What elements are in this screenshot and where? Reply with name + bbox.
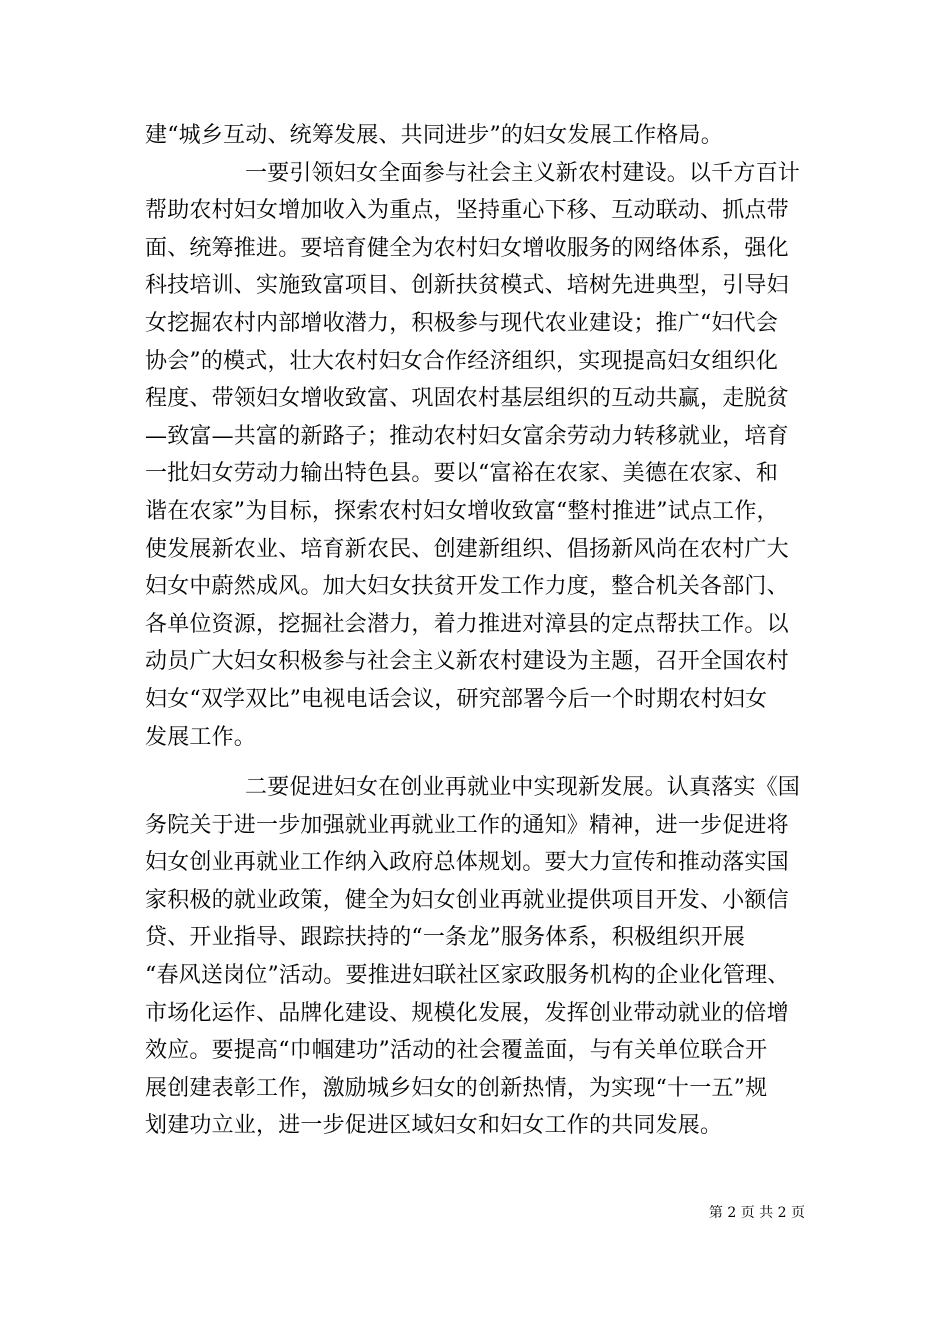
- text-line: 展创建表彰工作，激励城乡妇女的创新热情，为实现“十一五”规: [145, 1075, 768, 1101]
- text-line: 妇女创业再就业工作纳入政府总体规划。要大力宣传和推动落实国: [145, 850, 789, 876]
- text-line: 一批妇女劳动力输出特色县。要以“富裕在农家、美德在农家、和: [145, 461, 779, 487]
- page-number-footer: 第 2 页 共 2 页: [708, 1205, 805, 1221]
- text-line: 各单位资源，挖掘社会潜力，着力推进对漳县的定点帮扶工作。以: [145, 611, 789, 637]
- text-line: 务院关于进一步加强就业再就业工作的通知》精神，进一步促进将: [145, 812, 789, 838]
- paragraph-first-line: 一要引领妇女全面参与社会主义新农村建设。以千方百计: [245, 160, 801, 186]
- text-line: 贷、开业指导、跟踪扶持的“一条龙”服务体系，积极组织开展: [145, 925, 746, 951]
- text-line: 谐在农家”为目标，探索农村妇女增收致富“整村推进”试点工作，: [145, 498, 779, 524]
- text-line: 发展工作。: [145, 724, 257, 750]
- body-text: [145, 117, 815, 1145]
- text-line: 科技培训、实施致富项目、创新扶贫模式、培树先进典型，引导妇: [145, 273, 789, 299]
- text-line: 家积极的就业政策，健全为妇女创业再就业提供项目开发、小额信: [145, 887, 789, 913]
- text-line: 女挖掘农村内部增收潜力，积极参与现代农业建设；推广“妇代会: [145, 310, 779, 336]
- text-line: 协会”的模式，壮大农村妇女合作经济组织，实现提高妇女组织化: [145, 348, 779, 374]
- text-line: 使发展新农业、培育新农民、创建新组织、倡扬新风尚在农村广大: [145, 536, 789, 562]
- text-line: —致富—共富的新路子；推动农村妇女富余劳动力转移就业，培育: [145, 423, 789, 449]
- text-line: 妇女“双学双比”电视电话会议，研究部署今后一个时期农村妇女: [145, 686, 768, 712]
- text-line: 动员广大妇女积极参与社会主义新农村建设为主题，召开全国农村: [145, 649, 789, 675]
- text-line: 市场化运作、品牌化建设、规模化发展，发挥创业带动就业的倍增: [145, 1000, 789, 1026]
- text-line: 建“城乡互动、统筹发展、共同进步”的妇女发展工作格局。: [145, 123, 723, 148]
- text-line: 程度、带领妇女增收致富、巩固农村基层组织的互动共赢，走脱贫: [145, 386, 789, 412]
- text-line: 效应。要提高“巾帼建功”活动的社会覆盖面，与有关单位联合开: [145, 1038, 768, 1064]
- text-line: 面、统筹推进。要培育健全为农村妇女增收服务的网络体系，强化: [145, 235, 789, 261]
- text-line: “春风送岗位”活动。要推进妇联社区家政服务机构的企业化管理、: [145, 963, 790, 989]
- text-line: 帮助农村妇女增加收入为重点，坚持重心下移、互动联动、抓点带: [145, 198, 789, 224]
- paragraph-first-line: 二要促进妇女在创业再就业中实现新发展。认真落实《国: [245, 775, 801, 801]
- text-line: 妇女中蔚然成风。加大妇女扶贫开发工作力度，整合机关各部门、: [145, 574, 789, 600]
- text-line: 划建功立业，进一步促进区域妇女和妇女工作的共同发展。: [145, 1113, 723, 1139]
